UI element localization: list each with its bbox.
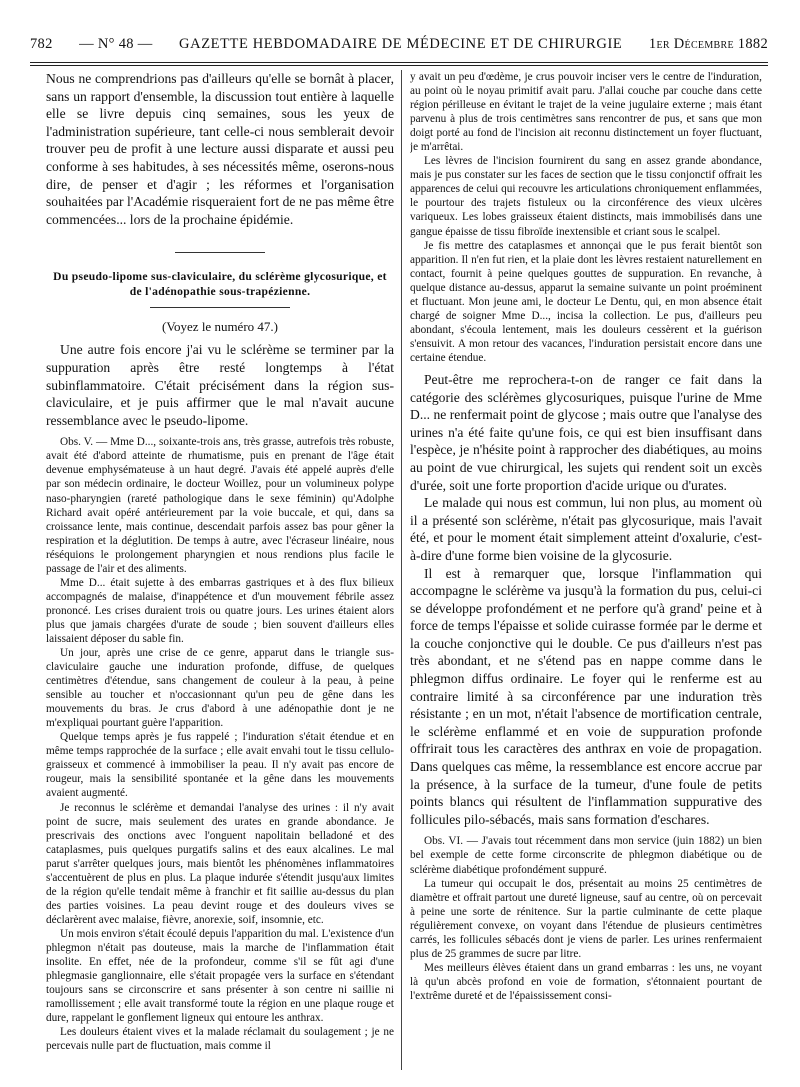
header-rule [30,62,768,66]
obs-vi-paragraph: La tumeur qui occupait le dos, présentait au moins 25 centimètres de diamètre et offrait partout une dureté ligneuse, sauf au centre, où on percevait à peine une sorte de rénitence. Sur la partie culminante de cette plaque régulièrement convexe, on voyant dans l'étendue de plusieurs centimètres carrés, les follicules sébacés dont je viens de parler. Les urines renfermaient plus de 25 grammes de sucre par litre. [410,877,762,960]
journal-title: GAZETTE HEBDOMADAIRE DE MÉDECINE ET DE CHIRURGIE [179,36,623,52]
section-reference: (Voyez le numéro 47.) [161,319,278,335]
discussion-paragraph: Peut-être me reprochera-t-on de ranger ce fait dans la catégorie des sclérèmes glycosuriques, puisque l'urine de Mme D... ne renfermait point de glycose ; mais outre que l'analyse des urines n'a été faite qu'une fois, ce qui est bien insuffisant dans l'espèce, je n'hésite point à rapprocher des diabétiques, au moins au point de vue chirurgical, les sujets qui rendent soit un excès d'urée, soit une forte proportion d'acide urique ou d'urates. [410,371,762,493]
discussion [410,371,762,828]
title-rule [150,307,290,308]
section-intro: Une autre fois encore j'ai vu le sclérème se terminer par la suppuration après être resté longtemps à l'état subinflammatoire. C'était précisément dans la région sus-claviculaire, et je puis affirmer que le mal n'avait aucune ressemblance avec le pseudo-lipome. [46,342,394,428]
obs-v-paragraph: Les lèvres de l'incision fournirent du sang en assez grande abondance, mais je pus constater sur les faces de section que le tissu conjonctif offrait les apparences de celui qui recouvre les articulations chroniquement enflammées, le pourtour des trajets fistuleux ou la circonférence des vieux ulcères variqueux. Les lobes graisseux étaient distincts, mais immobilisés dans une gangue épaisse de tissu fibroïde inextensible et criant sous le scalpel. [410,155,762,238]
obs-v-paragraph: Je fis mettre des cataplasmes et annonçai que le pus ferait bientôt son apparition. Il n'en fut rien, et la plaie dont les lèvres restaient naturellement en contact, fournit à peine quelques gouttes de suppuration. En revanche, à quelque distance au-dessus, apparut la semaine suivante un point proéminent et fluctuant. Mon jeune ami, le docteur Le Dentu, qui, en mon absence était chargé de soigner Mme D..., incisa la collection. Le pus, d'ailleurs peu abondant, s'écoula lentement, mais les douleurs cessèrent et la guérison s'ensuivit. A mon retour des vacances, l'induration persistait encore dans une certaine étendue. [410,239,762,364]
obs-v-paragraph: Un jour, après une crise de ce genre, apparut dans le triangle sus-claviculaire gauche une induration profonde, diffuse, de quelques centimètres d'étendue, sans changement de couleur à la peau, à peine sensible au toucher et n'occasionnant qu'un peu de gêne dans les mouvements du bras. Je crus d'abord à une adénopathie dont je ne m'expliquai pourtant guère l'apparition. [46,647,394,730]
obs-vi-paragraph: Mes meilleurs élèves étaient dans un grand embarras : les uns, ne voyant là qu'un abcès profond en voie de formation, s'étonnaient pourtant de l'extrême dureté et de l'épaississement consi- [410,961,762,1002]
issue-number: — N° 48 — [79,36,153,52]
obs-v-paragraph: Mme D... était sujette à des embarras gastriques et à des flux bilieux accompagnés de malaise, d'inappétence et d'un mouvement fébrile assez prononcé. Les crises duraient trois ou quatre jours. Les urines étaient alors plus que jamais chargées d'urate de soude ; bien souvent d'ailleurs elles laissaient déposer du sable fin. [46,576,394,645]
issue-date: 1er Décembre 1882 [648,36,768,52]
obs-v-paragraph: y avait un peu d'œdème, je crus pouvoir inciser vers le centre de l'induration, au point où le noyau primitif avait paru. J'allai couche par couche dans cette région périlleuse en évitant le trajet de la veine jugulaire externe ; mais étant parvenu à plus de trois centimètres sans rencontrer de pus, et sans que mon doigt porté au fond de l'incision ait reconnu distinctement un foyer fluctuant, je m'arrêtai. [410,71,762,154]
obs-v-paragraph: Obs. V. — Mme D..., soixante-trois ans, très grasse, autrefois très robuste, avait été d'abord atteinte de rhumatisme, puis en prenant de l'âge était devenue emphysémateuse à un haut degré. J'avais été appelé auprès d'elle par son médecin ordinaire, le docteur Woillez, pour un volumineux polype naso-pharyngien (rareté pathologique dans le sexe féminin) qu'Adolphe Richard avait opéré antérieurement par la voie buccale, et qui, dans sa croissance lente, mais continue, descendait parfois assez bas pour gêner la respiration et la déglutition. De temps à autre, avec l'écraseur linéaire, nous réséquions le prolongement pharyngien et nous rendions plus facile le passage de l'air et des aliments. [46,436,394,575]
running-head [30,36,768,60]
intro-paragraph: Nous ne comprendrions pas d'ailleurs qu'elle se bornât à placer, sans un rapport d'ensemble, la discussion tout entière à laquelle elle se livre depuis cinq semaines, sous les yeux de l'administration supérieure, tant celle-ci nous semblerait devoir trouver peu de profit à une lecture aussi disparate et aussi peu conforme à ses habitudes, à ses nécessités même, oserons-nous dire, de penser et d'agir ; les réformes et l'organisation souhaitées par l'Académie risqueraient fort de ne pas même être commencées... lors de la prochaine épidémie. [46,71,394,227]
right-column [410,70,762,1087]
discussion-paragraph: Le malade qui nous est commun, lui non plus, au moment où il a présenté son sclérème, n'était pas glycosurique, mais l'avait été, et pour le moment était simplement atteint d'oxalurie, c'est-à-dire d'une forme bien voisine de la glycosurie. [410,495,762,563]
observation-v [46,435,394,1053]
obs-v-paragraph: Je reconnus le sclérème et demandai l'analyse des urines : il n'y avait point de sucre, mais seulement des urates en grande abondance. Je prescrivais des onctions avec l'onguent napolitain belladoné et des cataplasmes, puis quelques purgatifs salins et des eaux alcalines. Le mal parut s'arrêter quelques jours, mais bientôt les phénomènes inflammatoires s'accentuèrent de plus en plus. La plaque indurée s'étendit jusqu'aux limites de la région qu'elle tendait même à franchir et fit saillie au-dessus du plan des parties voisines. La peau devint rouge et des douleurs vives se déclarèrent avec malaise, fièvre, anorexie, soif, insomnie, etc. [46,801,394,926]
obs-v-paragraph: Les douleurs étaient vives et la malade réclamait du soulagement ; je ne percevais nulle part de fluctuation, mais comme il [46,1026,394,1053]
discussion-paragraph: Il est à remarquer que, lorsque l'inflammation qui accompagne le sclérème va jusqu'à la formation du pus, celui-ci se développe profondément et ne perfore qu'à grand' peine et à force de temps l'épaisse et solide cuirasse formée par le derme et la couche conjonctive qui le double. Ce pus d'ailleurs n'est pas très abondant, et ne s'étend pas en nappe comme dans le phlegmon diffus ordinaire. Le foyer qui le renferme est au contraire limité à sa circonférence par une induration très résistante ; en un mot, n'était l'absence de mortification centrale, le sclérème enflammé et en voie de suppuration profonde offrirait tous les caractères des anthrax en voie de propagation. Dans quelques cas même, la ressemblance est encore accrue par la présence, à la surface de la tumeur, d'une foule de petits points blancs qui résultent de l'inflammation suppurative des follicules pilo-sébacés, mais sans formation d'eschares. [410,565,762,827]
obs-v-paragraph: Un mois environ s'était écoulé depuis l'apparition du mal. L'existence d'un phlegmon n'était pas douteuse, mais la marche de l'inflammation était insolite. En effet, née de la profondeur, comme s'il se fût agi d'une phlegmasie ganglionnaire, elle s'était propagée vers la surface en s'étendant toujours sans se circonscrire et sans présenter à son centre ni saillie ni ramollissement ; elle avait transformé toute la région en une plaque rouge et dure, rappelant le gonflement ligneux qui entoure les anthrax. [46,927,394,1025]
observation-v-continued [410,70,762,365]
section-separator [175,252,265,253]
section-title: Du pseudo-lipome sus-claviculaire, du sclérème glycosurique, et de l'adénopathie sous-trapézienne. [53,270,387,299]
column-divider [401,70,402,1070]
observation-vi [410,834,762,1003]
left-column [46,70,394,1087]
obs-v-paragraph: Quelque temps après je fus rappelé ; l'induration s'était étendue et en même temps rapprochée de la surface ; elle avait envahi tout le tissu cellulo-graisseux et commencé à immobiliser la peau. Il n'y avait pas encore de rougeur, mais la sensibilité spontanée et la gêne dans les mouvements avaient augmenté. [46,731,394,800]
page-number: 782 [30,36,53,52]
obs-vi-paragraph: Obs. VI. — J'avais tout récemment dans mon service (juin 1882) un bien bel exemple de cette forme circonscrite de phlegmon diabétique ou de sclérème diabétique profondément suppuré. [410,835,762,876]
